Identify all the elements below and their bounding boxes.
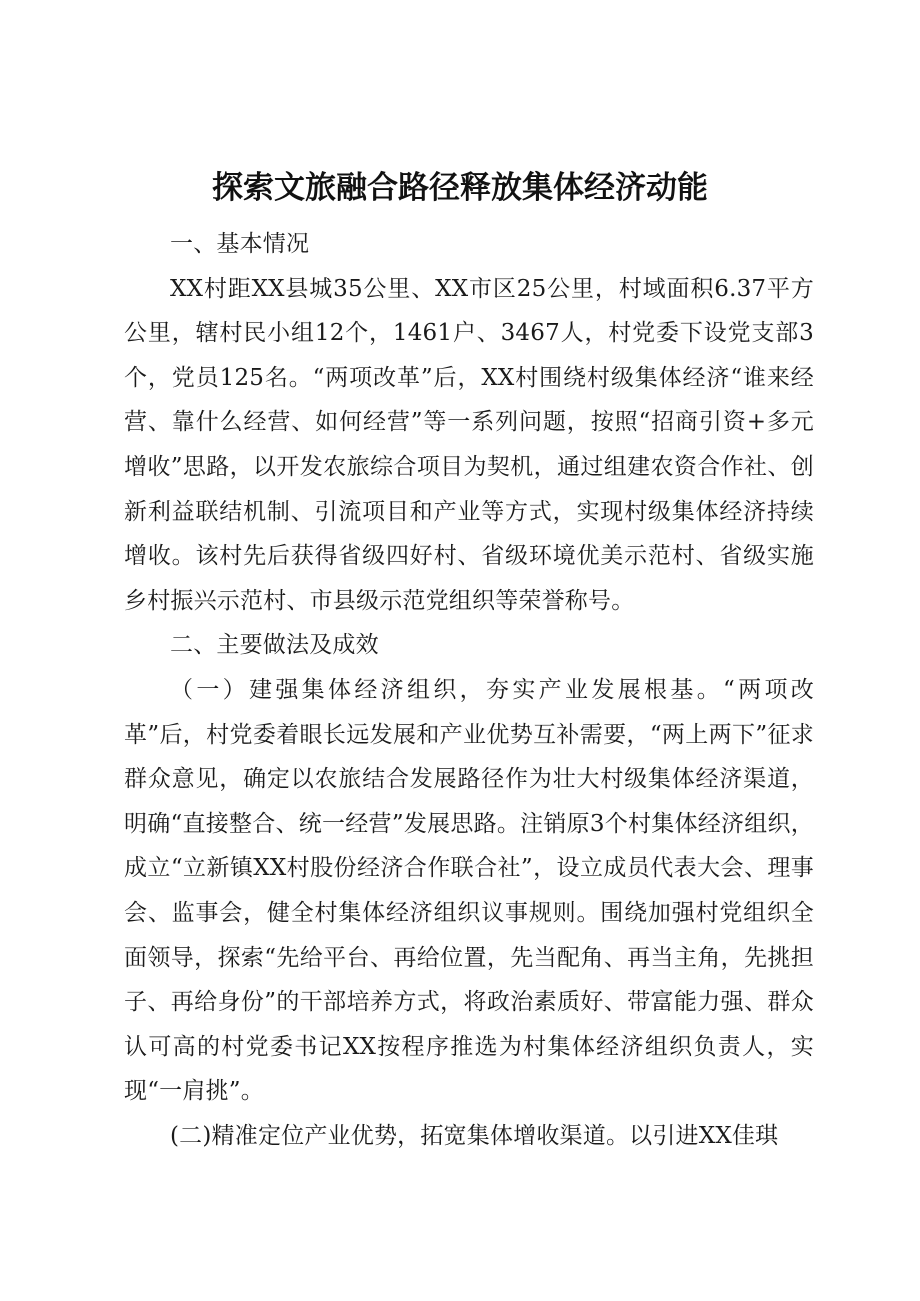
section-heading-main-practices: 二、主要做法及成效 — [170, 632, 379, 659]
paragraph-basic-info: XX村距XX县城35公里、XX市区25公里，村域面积6.37平方公里，辖村民小组12个，1461户、3467人，村党委下设党支部3个，党员125名。“两项改革”后，XX村围绕村级集体经济“谁来经营、靠什么经营、如何经营”等一系列问题，按照“招商引资+多元增收”思路，以开发农旅综合项目为契机，通过组建农资合作社、创新利益联结机制、引流项目和产业等方式，实现村级集体经济持续增收。该村先后获得省级四好村、省级环境优美示范村、省级实施乡村振兴示范村、市县级示范党组织等荣誉称号。 — [124, 275, 814, 614]
document-title: 探索文旅融合路径释放集体经济动能 — [212, 170, 708, 206]
paragraph-subsection-1: （一）建强集体经济组织，夯实产业发展根基。“两项改革”后，村党委着眼长远发展和产业优势互补需要，“两上两下”征求群众意见，确定以农旅结合发展路径作为壮大村级集体经济渠道，明确“直接整合、统一经营”发展思路。注销原3个村集体经济组织，成立“立新镇XX村股份经济合作联合社”，设立成员代表大会、理事会、监事会，健全村集体经济组织议事规则。围绕加强村党组织全面领导，探索“先给平台、再给位置，先当配角、再当主角，先挑担子、再给身份”的干部培养方式，将政治素质好、带富能力强、群众认可高的村党委书记XX按程序推选为村集体经济组织负责人，实现“一肩挑”。 — [124, 676, 814, 1105]
paragraph-subsection-2: (二)精准定位产业优势，拓宽集体增收渠道。以引进XX佳琪 — [170, 1122, 779, 1149]
document-body — [124, 222, 814, 1158]
section-heading-basic-info: 一、基本情况 — [170, 231, 310, 257]
